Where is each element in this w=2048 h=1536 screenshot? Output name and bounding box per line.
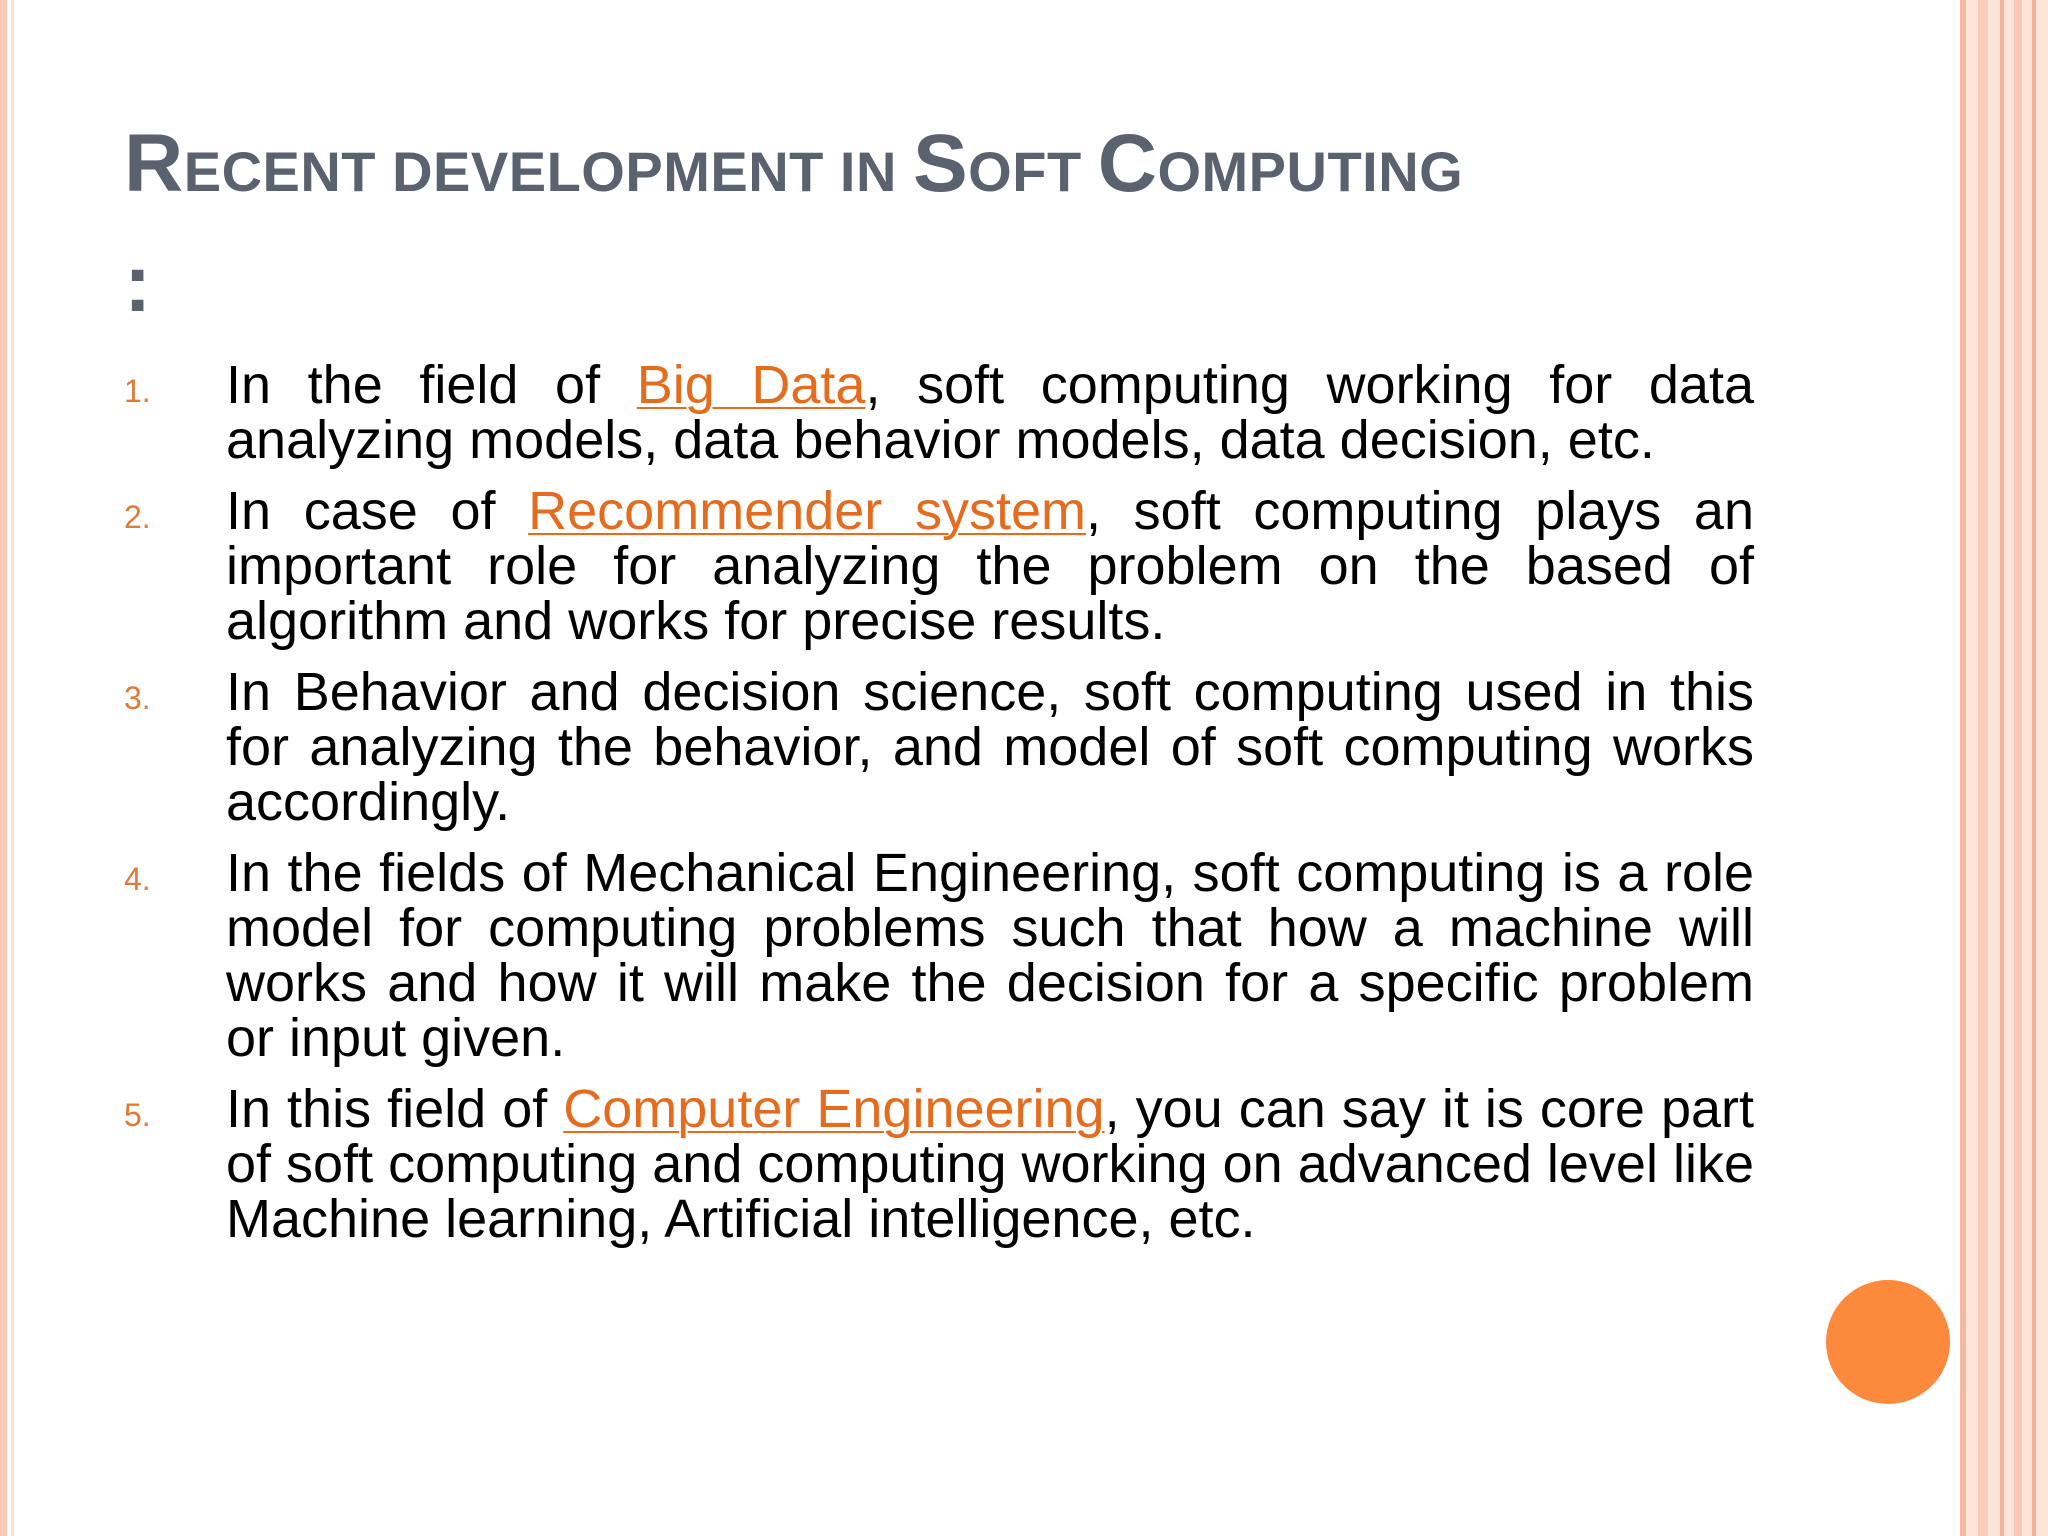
- slide-title: [124, 108, 1764, 348]
- list-text: [226, 1079, 1754, 1249]
- right-border-line: [1978, 0, 1988, 1536]
- list-item: [124, 481, 1754, 651]
- list-item: [124, 843, 1754, 1068]
- title-colon: :: [124, 238, 152, 329]
- text-segment: In case of: [226, 481, 529, 541]
- left-border-stripe: [0, 0, 7, 1536]
- recommender-system-link[interactable]: Recommender system: [528, 481, 1086, 541]
- list-number: 2.: [124, 499, 151, 535]
- list-item: [124, 1079, 1754, 1249]
- text-segment: , you can say it is core part of soft computing and computing working on advanced level like Machine learning, Artificial intelligence, etc.: [226, 1079, 1754, 1249]
- right-border-line: [1960, 0, 1966, 1536]
- title-word: IN: [839, 140, 897, 203]
- text-segment: , soft computing plays an important role for analyzing the problem on the based of algorithm and works for precise results.: [226, 481, 1754, 651]
- list-text: [226, 481, 1754, 651]
- title-word: OFT: [968, 140, 1082, 203]
- list-text: In the fields of Mechanical Engineering, soft computing is a role model for computing problems such that how a machine will works and how it will make the decision for a specific problem or input given.: [226, 843, 1754, 1068]
- left-border-stripe-inner: [11, 0, 14, 1536]
- big-data-link[interactable]: Big Data: [636, 355, 866, 415]
- content-list: [124, 355, 1754, 1263]
- title-word: DEVELOPMENT: [392, 140, 824, 203]
- text-segment: In the field of: [226, 355, 637, 415]
- text-segment: , soft computing working for data analyzing models, data behavior models, data decision, etc.: [226, 355, 1754, 470]
- title-word: ECENT: [183, 140, 377, 203]
- list-text: In Behavior and decision science, soft computing used in this for analyzing the behavior, and model of soft computing works accordingly.: [226, 662, 1754, 832]
- list-number: 4.: [124, 861, 151, 897]
- text-segment: In this field of: [226, 1079, 564, 1139]
- list-number: 5.: [124, 1097, 151, 1133]
- right-border-line: [2000, 0, 2004, 1536]
- title-initial: R: [124, 118, 184, 209]
- list-item: [124, 355, 1754, 470]
- right-border-line: [2014, 0, 2022, 1536]
- right-border-line: [2032, 0, 2036, 1536]
- list-item: [124, 662, 1754, 832]
- list-text: [226, 355, 1754, 470]
- list-number: 1.: [124, 373, 151, 409]
- computer-engineering-link[interactable]: Computer Engineering: [563, 1079, 1105, 1139]
- decorative-circle: [1826, 1280, 1950, 1404]
- title-word: OMPUTING: [1157, 140, 1464, 203]
- title-initial: S: [912, 118, 969, 209]
- list-number: 3.: [124, 680, 151, 716]
- title-initial: C: [1097, 118, 1158, 209]
